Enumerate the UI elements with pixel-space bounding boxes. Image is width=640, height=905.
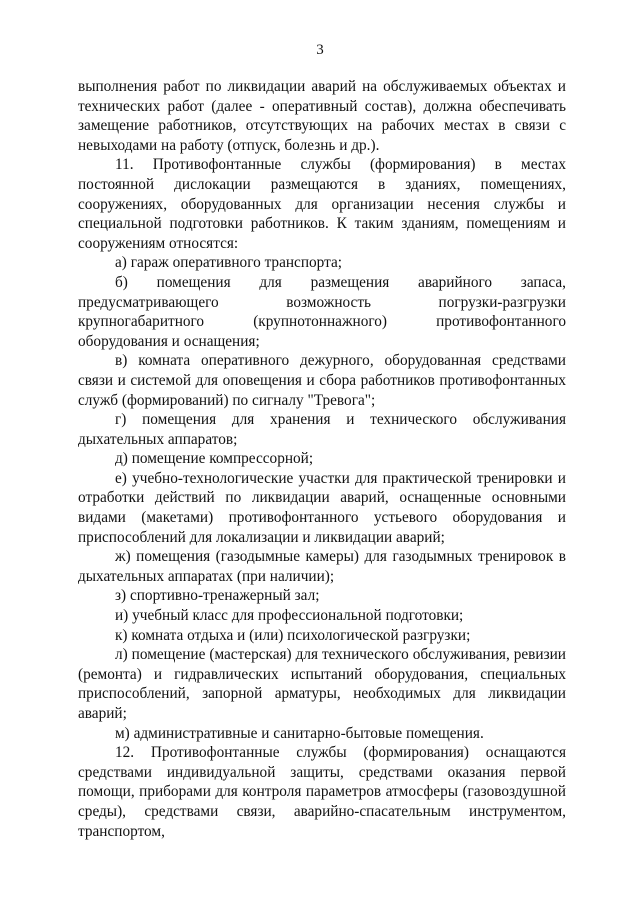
paragraph-continuation: выполнения работ по ликвидации аварий на обслуживаемых объектах и технических работ (далее - оперативный состав), должна обеспечивать замещение работников, отсутствующих на рабочих местах в связи с невыходами на работу (отпуск, болезнь и др.). [78,78,566,154]
list-item-a: а) гараж оперативного транспорта; [115,254,343,272]
document-body [78,77,566,841]
list-item-z: з) спортивно-тренажерный зал; [115,587,320,605]
list-item-m: м) административные и санитарно-бытовые помещения. [115,724,484,742]
list-item-d: д) помещение компрессорной; [115,450,314,468]
list-item-i: и) учебный класс для профессиональной подготовки; [115,607,464,625]
list-item-zh: ж) помещения (газодымные камеры) для газодымных тренировок в дыхательных аппаратах (при наличии); [78,548,566,585]
list-item-g: г) помещения для хранения и технического обслуживания дыхательных аппаратов; [78,411,566,448]
list-item-v: в) комната оперативного дежурного, оборудованная средствами связи и системой для оповещения и сбора работников противофонтанных служб (формирований) по сигналу "Тревога"; [78,352,566,409]
paragraph-item-11: 11. Противофонтанные службы (формирования) в местах постоянной дислокации размещаются в зданиях, помещениях, сооружениях, оборудованных для организации несения службы и специальной подготовки работников. К таким зданиям, помещениям и сооружениям относятся: [78,156,566,252]
paragraph-item-12: 12. Противофонтанные службы (формирования) оснащаются средствами индивидуальной защиты, средствами оказания первой помощи, приборами для контроля параметров атмосферы (газовоздушной среды), средствами связи, аварийно-спасательным инструментом, транспортом, [78,744,566,840]
page-number: 3 [316,42,324,58]
list-item-b: б) помещения для размещения аварийного запаса, предусматривающего возможность погрузки-разгрузки крупногабаритного (крупнотоннажного) противофонтанного оборудования и оснащения; [78,273,566,350]
list-item-e: е) учебно-технологические участки для практической тренировки и отработки действий по ликвидации аварий, оснащенные основными видами (макетами) противофонтанного устьевого оборудования и приспособлений для локализации и ликвидации аварий; [78,469,566,546]
list-item-l: л) помещение (мастерская) для технического обслуживания, ревизии (ремонта) и гидравлических испытаний оборудования, специальных приспособлений, запорной арматуры, необходимых для ликвидации аварий; [78,646,566,722]
list-item-k: к) комната отдыха и (или) психологической разгрузки; [115,626,471,644]
